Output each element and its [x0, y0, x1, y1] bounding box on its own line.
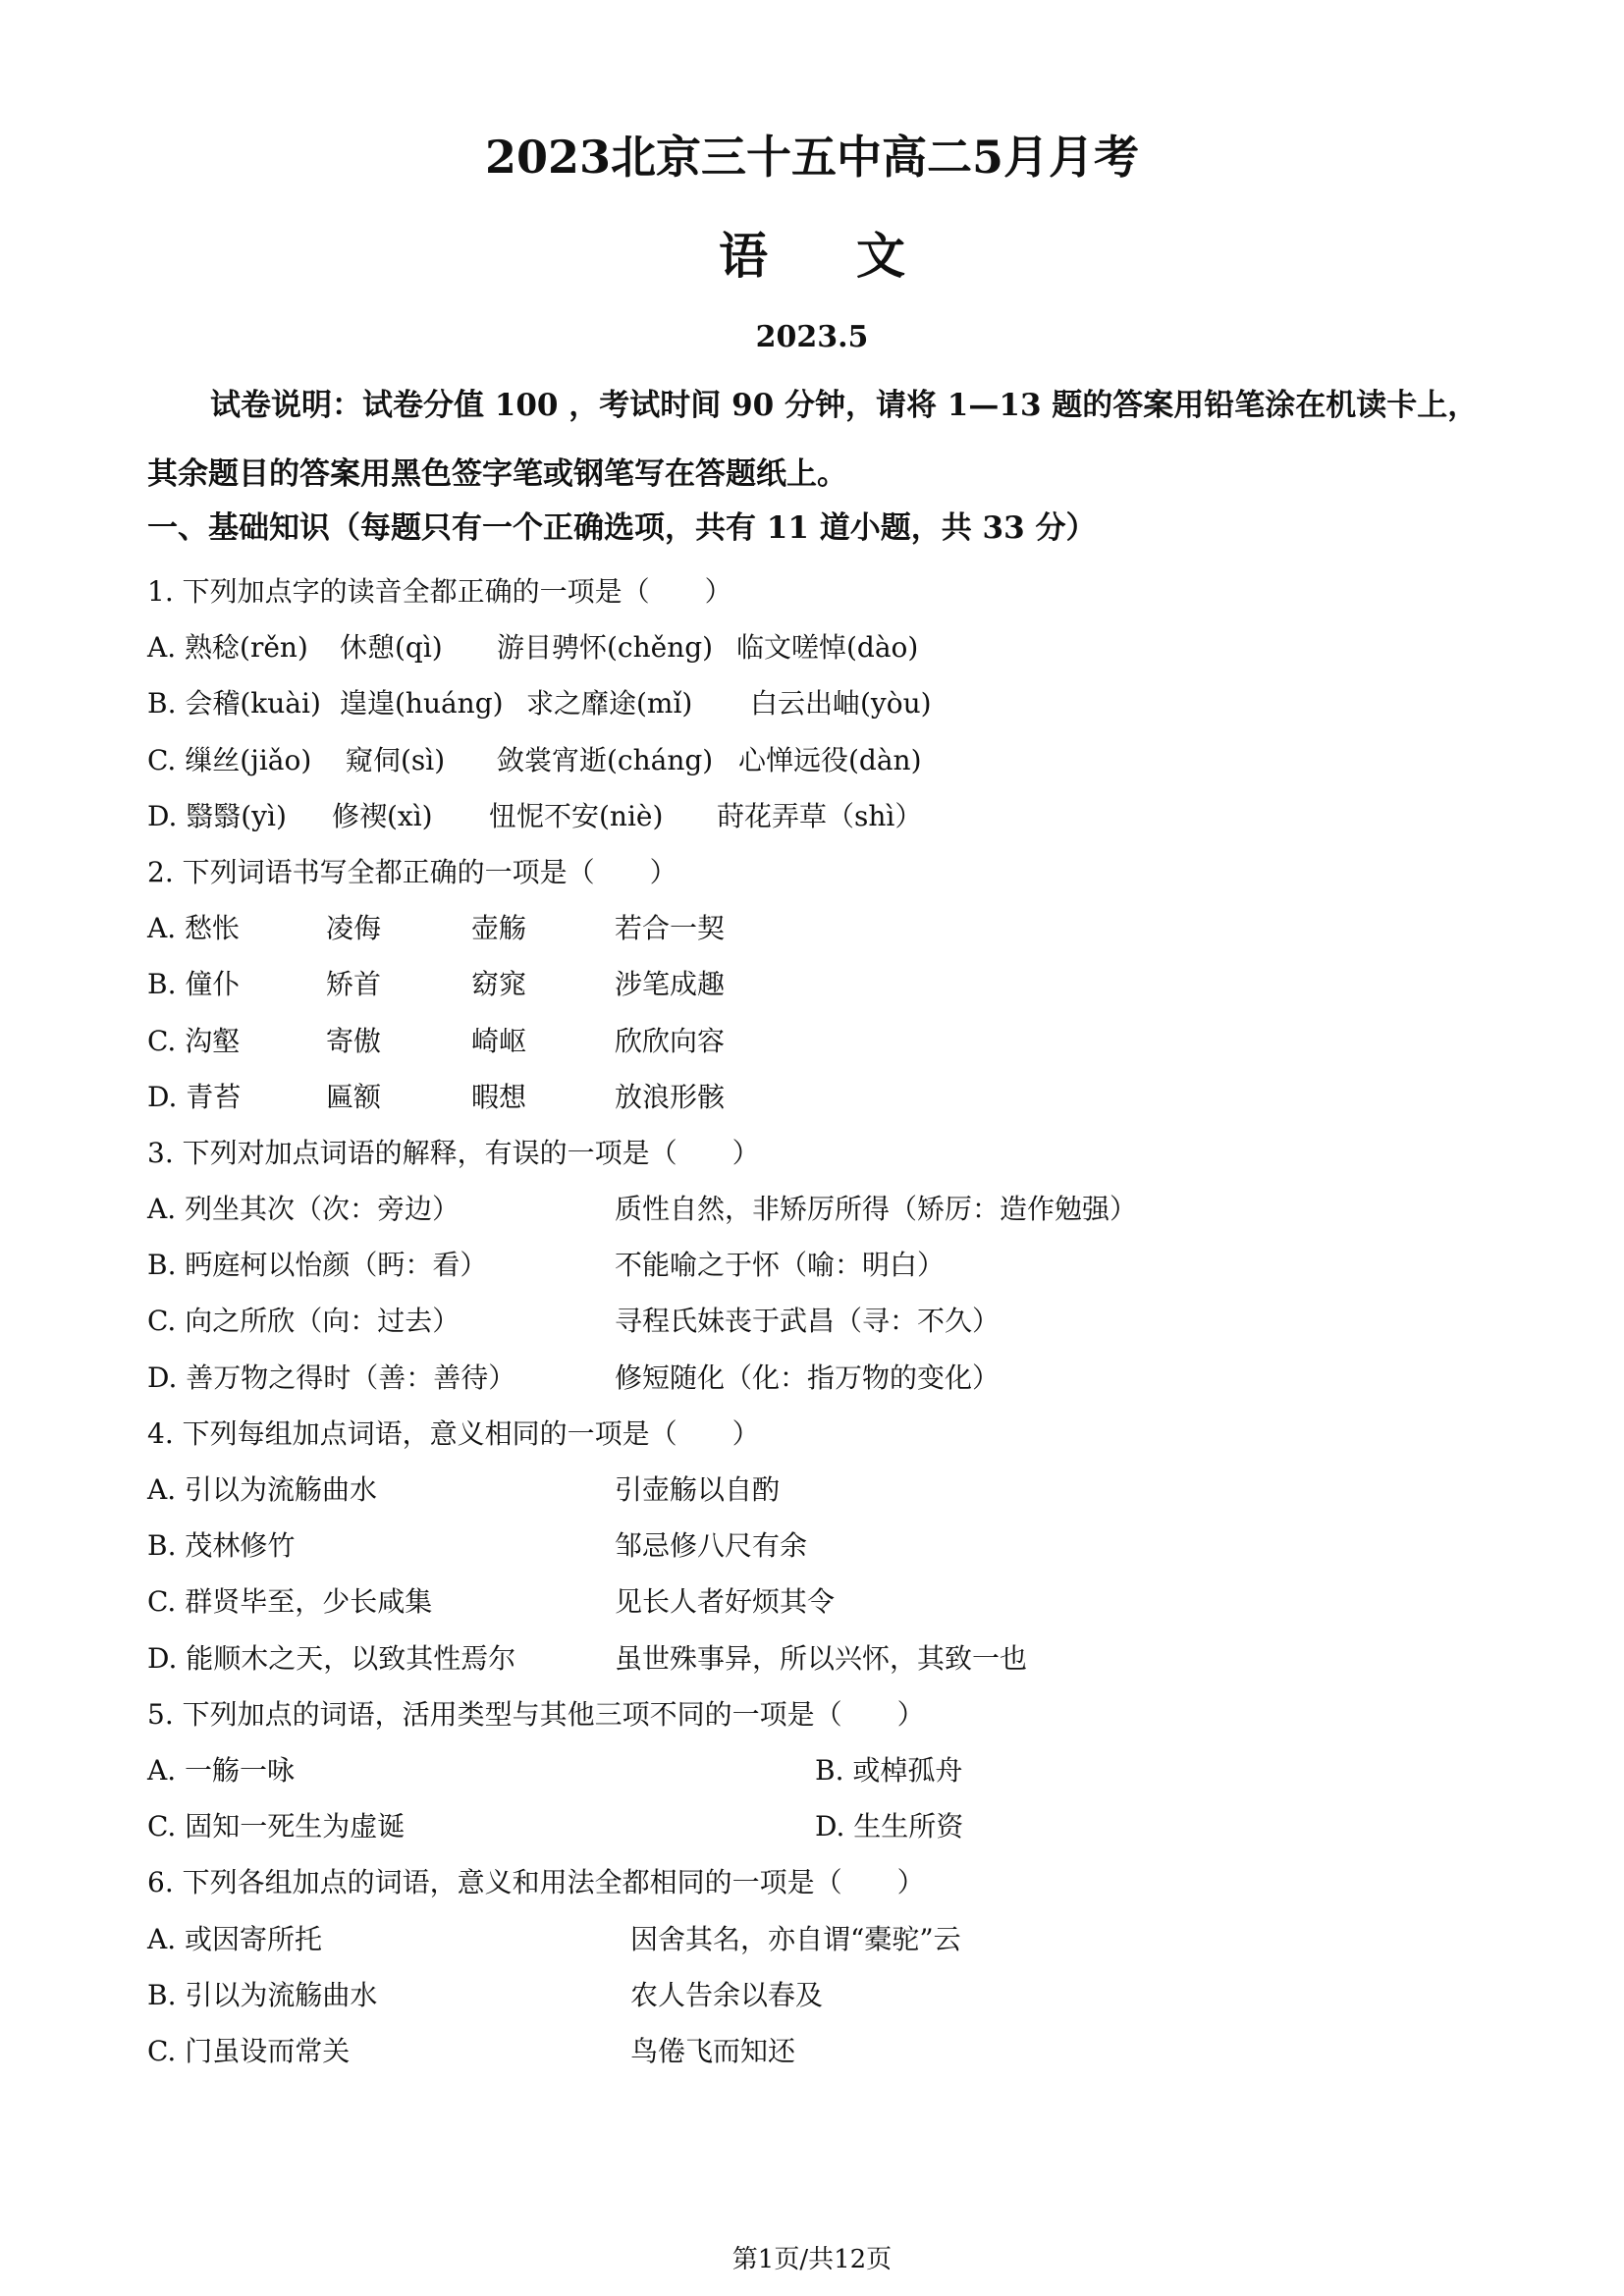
- exam-instructions: 试卷说明：试卷分值 100 ，考试时间 90 分钟，请将 1—13 题的答案用铅笔涂在机读卡上，其余题目的答案用黑色签字笔或钢笔写在答题纸上。: [147, 388, 1479, 492]
- question-1-stem: 1. 下列加点字的读音全都正确的一项是（ ）: [147, 575, 732, 608]
- question-2-option-a: A. 愁怅 凌侮 壶觞 若合一契: [147, 912, 726, 945]
- question-3-option-b: B. 眄庭柯以怡颜（眄：看） 不能喻之于怀（喻：明白）: [147, 1249, 946, 1282]
- question-4-option-c: C. 群贤毕至，少长咸集 见长人者好烦其令: [147, 1585, 836, 1619]
- page-number: 第1页/共12页: [731, 2245, 893, 2274]
- section-heading-basics: 一、基础知识（每题只有一个正确选项，共有 11 道小题，共 33 分）: [147, 510, 1097, 546]
- question-4-stem: 4. 下列每组加点词语，意义相同的一项是（ ）: [147, 1416, 760, 1450]
- question-2-option-c: C. 沟壑 寄傲 崎岖 欣欣向容: [147, 1024, 726, 1057]
- question-1-option-d: D. 翳翳(yì) 修禊(xì) 忸怩不安(niè) 莳花弄草（shì）: [147, 799, 923, 832]
- question-5-option-d: D. 生生所资: [815, 1810, 964, 1843]
- question-5-options-cd: [147, 1798, 1522, 1854]
- question-1-option-b: B. 会稽(kuài) 遑遑(huáng) 求之靡途(mǐ) 白云出岫(yòu): [147, 687, 932, 721]
- question-3-stem: 3. 下列对加点词语的解释，有误的一项是（ ）: [147, 1136, 760, 1169]
- question-5-option-b: B. 或棹孤舟: [815, 1753, 963, 1787]
- question-3-option-a: A. 列坐其次（次：旁边） 质性自然，非矫厉所得（矫厉：造作勉强）: [147, 1193, 1138, 1226]
- question-2-option-d: D. 青苔 匾额 暇想 放浪形骸: [147, 1080, 726, 1113]
- question-4-option-d: D. 能顺木之天，以致其性焉尔 虽世殊事异，所以兴怀，其致一也: [147, 1641, 1028, 1675]
- question-5-stem: 5. 下列加点的词语，活用类型与其他三项不同的一项是（ ）: [147, 1697, 925, 1731]
- question-4-option-a: A. 引以为流觞曲水 引壶觞以自酌: [147, 1473, 781, 1506]
- exam-title: 2023北京三十五中高二5月月考: [484, 131, 1140, 184]
- question-5-option-a: A. 一觞一咏: [147, 1753, 296, 1787]
- question-6-stem: 6. 下列各组加点的词语，意义和用法全都相同的一项是（ ）: [147, 1866, 925, 1899]
- exam-date: 2023.5: [755, 320, 869, 354]
- question-6-option-a: A. 或因寄所托 因舍其名，亦自谓“橐驼”云: [147, 1922, 961, 1955]
- question-1-option-c: C. 缫丝(jiǎo) 窥伺(sì) 敛裳宵逝(cháng) 心惮远役(dàn): [147, 743, 922, 776]
- question-2-option-b: B. 僮仆 矫首 窈窕 涉笔成趣: [147, 968, 726, 1001]
- question-6-option-c: C. 门虽设而常关 鸟倦飞而知还: [147, 2034, 796, 2067]
- question-2-stem: 2. 下列词语书写全都正确的一项是（ ）: [147, 855, 677, 888]
- question-5-option-c: C. 固知一死生为虚诞: [147, 1810, 406, 1843]
- question-5-options-ab: [147, 1742, 1522, 1798]
- question-3-option-d: D. 善万物之得时（善：善待） 修短随化（化：指万物的变化）: [147, 1361, 1001, 1394]
- question-6-option-b: B. 引以为流觞曲水 农人告余以春及: [147, 1978, 824, 2011]
- question-list: [147, 563, 1522, 2079]
- question-3-option-c: C. 向之所欣（向：过去） 寻程氏妹丧于武昌（寻：不久）: [147, 1305, 1001, 1338]
- question-1-option-a: A. 熟稔(rěn) 休憩(qì) 游目骋怀(chěng) 临文嗟悼(dào): [147, 631, 919, 665]
- exam-subject: 语文: [719, 227, 994, 285]
- question-4-option-b: B. 茂林修竹 邹忌修八尺有余: [147, 1529, 808, 1563]
